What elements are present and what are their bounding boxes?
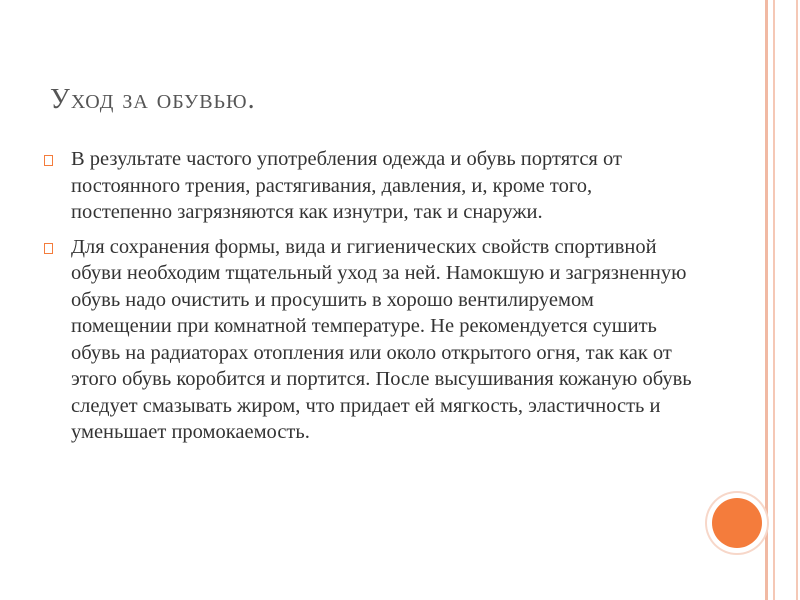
bullet-item xyxy=(44,234,694,446)
decorative-line xyxy=(765,0,768,600)
bullet-item xyxy=(44,146,694,226)
bullet-square-icon xyxy=(44,155,53,166)
bullet-text: В результате частого употребления одежда и обувь портятся от постоянного трения, растягивания, давления, и, кроме того, постепенно загрязняются как изнутри, так и снаружи. xyxy=(71,148,622,223)
decorative-line xyxy=(796,0,798,600)
slide-title: Уход за обувью. xyxy=(50,84,256,115)
decorative-line xyxy=(773,0,775,600)
bullet-list xyxy=(44,146,694,454)
decorative-circle xyxy=(712,498,762,548)
bullet-text: Для сохранения формы, вида и гигиенических свойств спортивной обуви необходим тщательный уход за ней. Намокшую и загрязненную обувь надо очистить и просушить в хорошо вентилируемом помещении при комнатной температуре. Не рекомендуется сушить обувь на радиаторах отопления или около открытого огня, так как от этого обувь коробится и портится. После высушивания кожаную обувь следует смазывать жиром, что придает ей мягкость, эластичность и уменьшает промокаемость. xyxy=(71,235,692,443)
bullet-square-icon xyxy=(44,243,53,254)
